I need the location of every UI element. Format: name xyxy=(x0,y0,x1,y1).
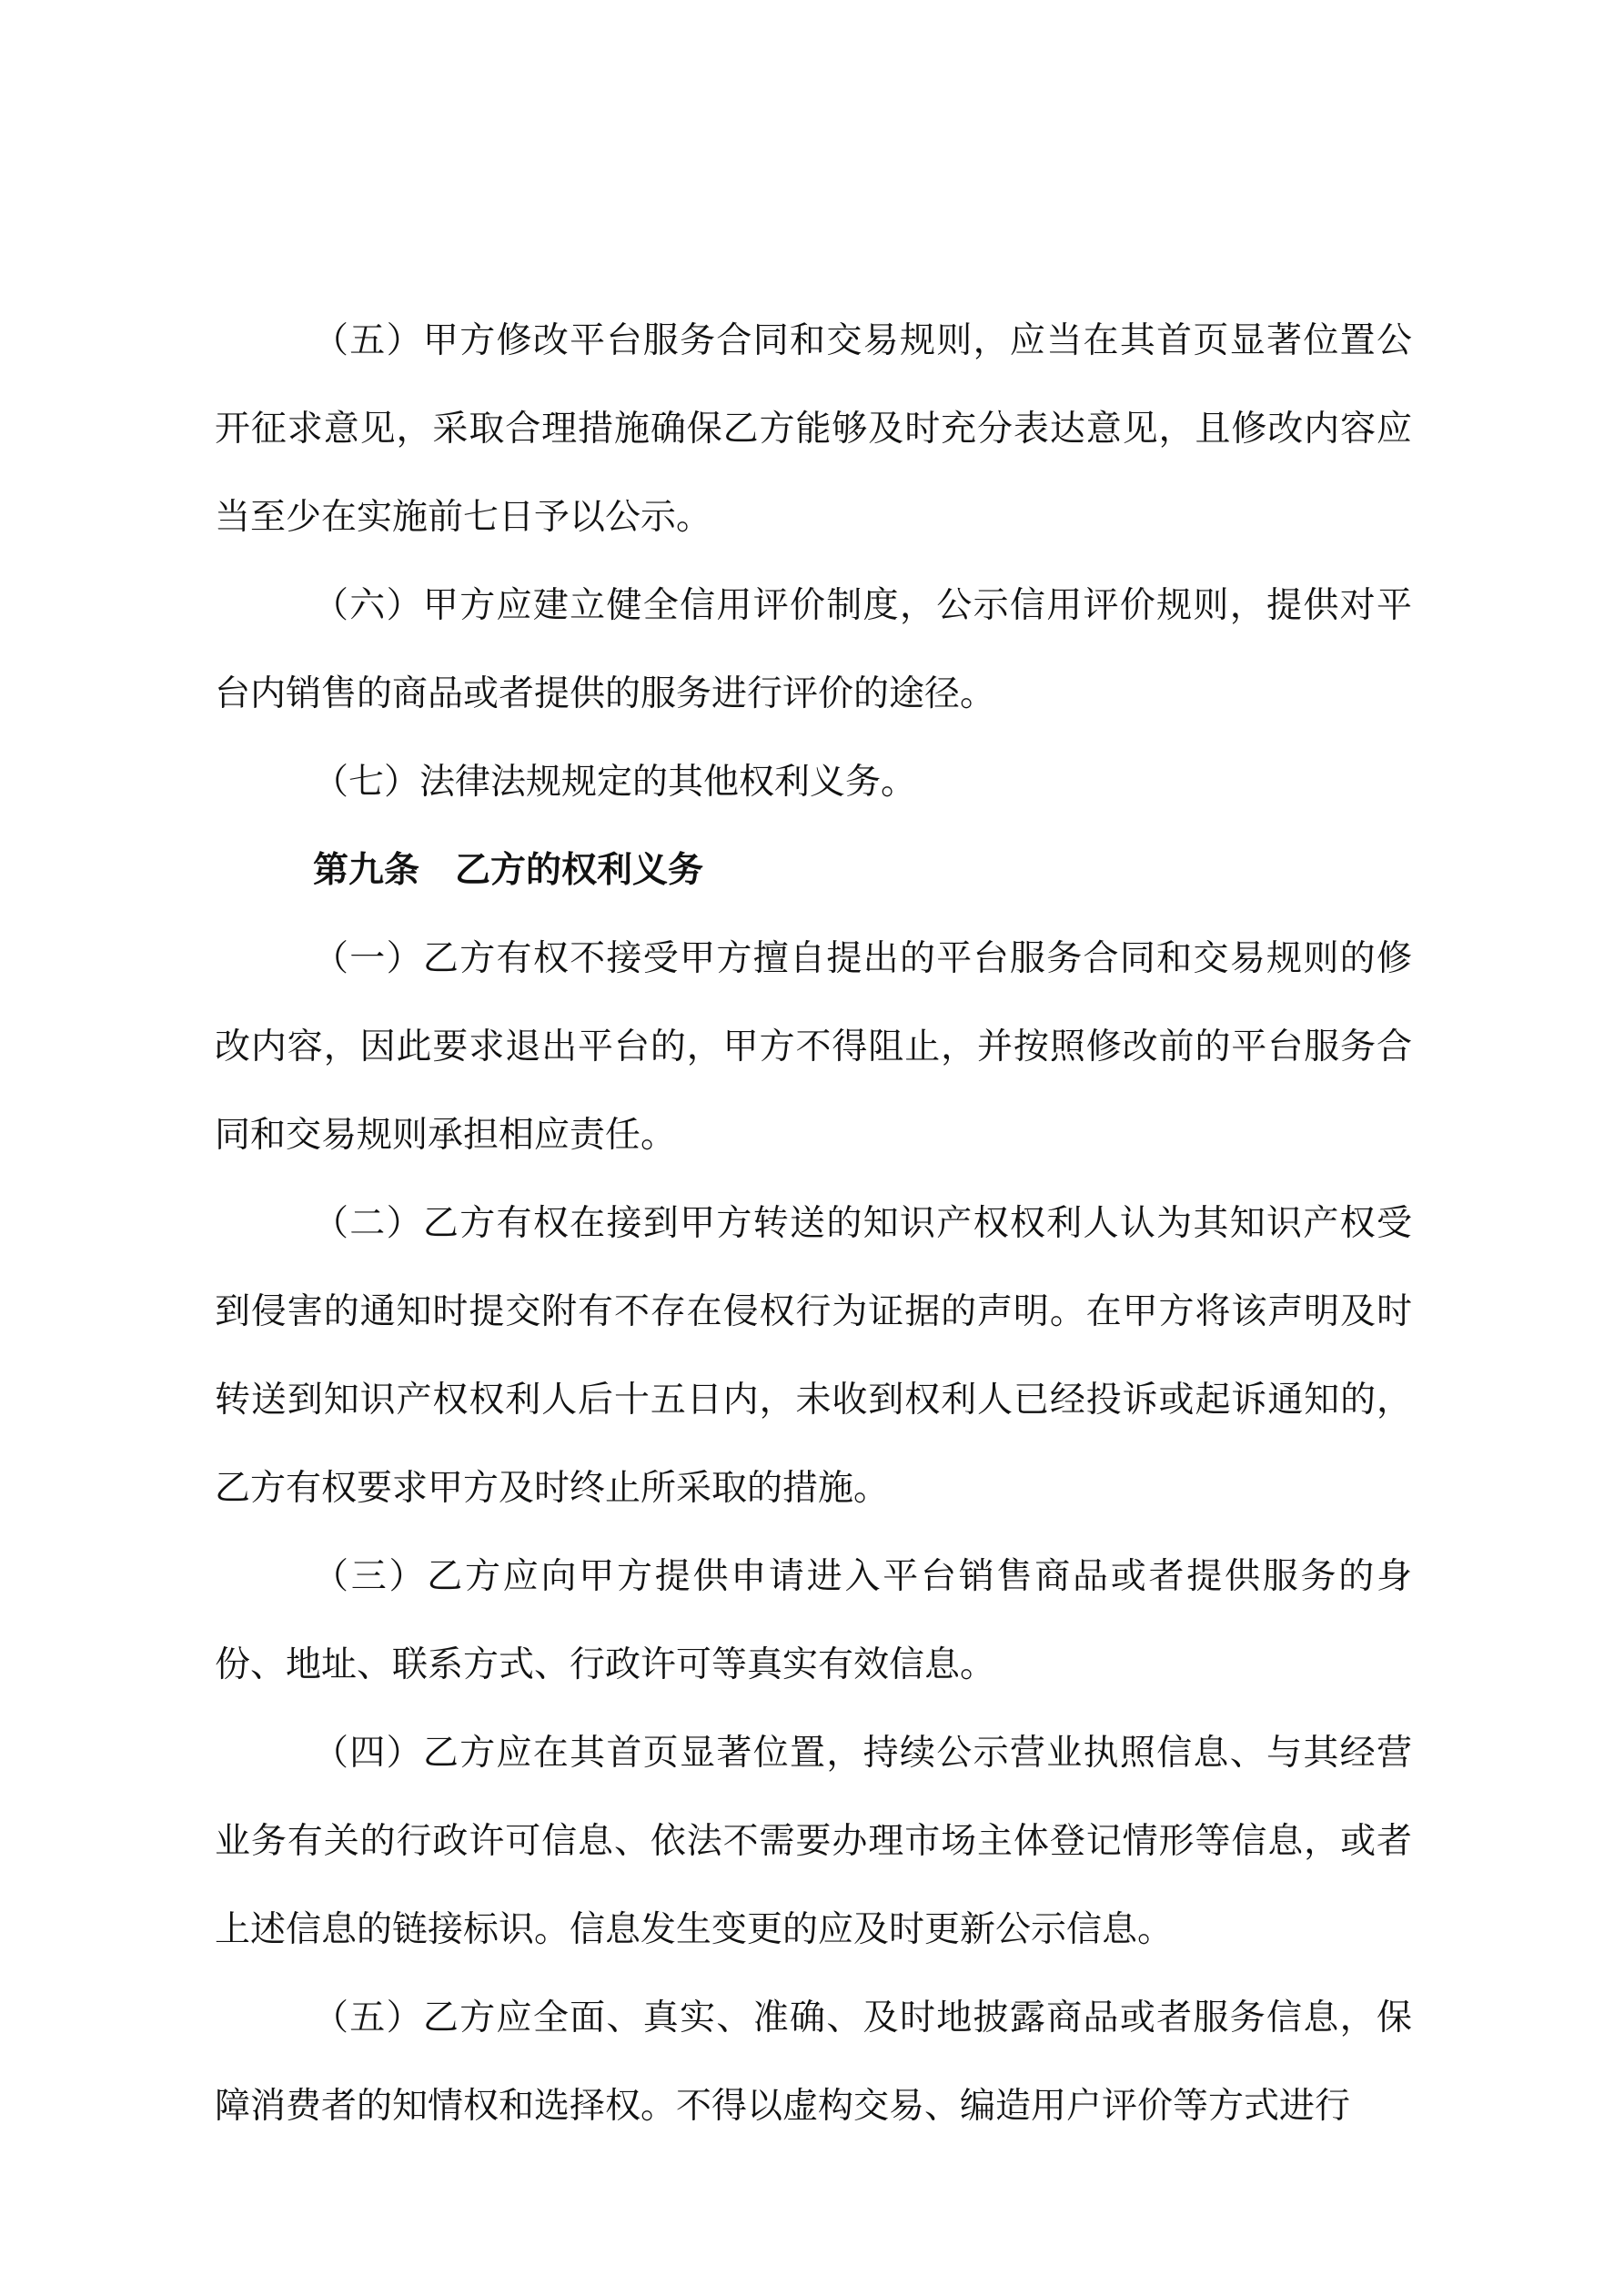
paragraph-party-a-item-7: （七）法律法规规定的其他权利义务。 xyxy=(313,762,917,803)
paragraph-party-b-item-4: （四）乙方应在其首页显著位置，持续公示营业执照信息、与其经营业务有关的行政许可信息、依法不需要办理市场主体登记情形等信息，或者上述信息的链接标识。信息发生变更的应及时更新公示信息。 xyxy=(215,1733,1412,1950)
paragraph-party-b-item-2: （二）乙方有权在接到甲方转送的知识产权权利人认为其知识产权受到侵害的通知时提交附有不存在侵权行为证据的声明。在甲方将该声明及时转送到知识产权权利人后十五日内，未收到权利人已经投诉或起诉通知的，乙方有权要求甲方及时终止所采取的措施。 xyxy=(215,1203,1412,1509)
paragraph-party-a-item-6: （六）甲方应建立健全信用评价制度，公示信用评价规则，提供对平台内销售的商品或者提供的服务进行评价的途径。 xyxy=(215,585,1412,714)
document-body xyxy=(215,297,1412,2150)
article-9-heading: 第九条 乙方的权利义务 xyxy=(313,850,704,891)
paragraph-party-b-item-1: （一）乙方有权不接受甲方擅自提出的平台服务合同和交易规则的修改内容，因此要求退出平台的，甲方不得阻止，并按照修改前的平台服务合同和交易规则承担相应责任。 xyxy=(215,938,1412,1156)
paragraph-party-a-item-5: （五）甲方修改平台服务合同和交易规则，应当在其首页显著位置公开征求意见，采取合理措施确保乙方能够及时充分表达意见，且修改内容应当至少在实施前七日予以公示。 xyxy=(215,320,1412,538)
paragraph-party-b-item-3: （三）乙方应向甲方提供申请进入平台销售商品或者提供服务的身份、地址、联系方式、行政许可等真实有效信息。 xyxy=(215,1556,1412,1685)
paragraph-party-b-item-5: （五）乙方应全面、真实、准确、及时地披露商品或者服务信息，保障消费者的知情权和选择权。不得以虚构交易、编造用户评价等方式进行 xyxy=(215,1998,1412,2127)
